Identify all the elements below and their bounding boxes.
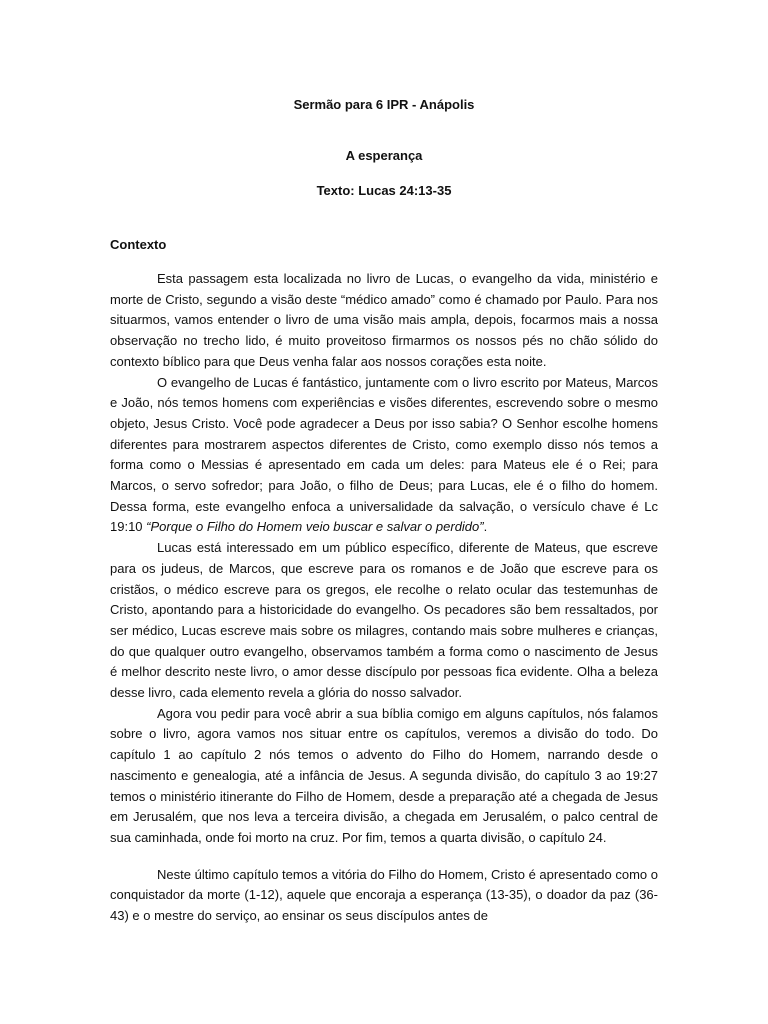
text-reference: Texto: Lucas 24:13-35 <box>316 183 452 198</box>
paragraph-4: Agora vou pedir para você abrir a sua bíblia comigo em alguns capítulos, nós falamos sobre o livro, agora vamos nos situar entre os capítulos, veremos a divisão do todo. Do capítulo 1 ao capítulo 2 nós temos o advento do Filho do Homem, narrando desde o nascimento e genealogia, até a infância de Jesus. A segunda divisão, do capítulo 3 ao 19:27 temos o ministério itinerante do Filho de Homem, desde a preparação até a chegada de Jesus em Jerusalém, que nos leva a terceira divisão, a chegada em Jerusalém, o palco central de sua caminhada, onde foi morto na cruz. Por fim, temos a quarta divisão, o capítulo 24. <box>110 705 658 845</box>
paragraph-2-text: O evangelho de Lucas é fantástico, juntamente com o livro escrito por Mateus, Marcos e João, nós temos homens com experiências e visões diferentes, escrevendo sobre o mesmo objeto, Jesus Cristo. Você pode agradecer a Deus por isso sabia? O Senhor escolhe homens diferentes para mostrarem aspectos diferentes de Cristo, como exemplo disso nós temos a forma como o Messias é apresentado em cada um deles: para Mateus ele é o Rei; para Marcos, o servo sofredor; para João, o filho de Deus; para Lucas, ele é o filho do homem. Dessa forma, este evangelho enfoca a universalidade da salvação, o versículo chave é Lc 19:10 <box>110 374 658 535</box>
section-heading: Contexto <box>110 237 167 252</box>
key-verse-quote: “Porque o Filho do Homem veio buscar e salvar o perdido” <box>146 519 484 535</box>
paragraph-3: Lucas está interessado em um público específico, diferente de Mateus, que escreve para os judeus, de Marcos, que escreve para os romanos e de João que escreve para os cristãos, o médico escreve para os gregos, ele recolhe o relato ocular das testemunhas de Cristo, apontando para a historicidade do evangelho. Os pecadores são bem ressaltados, por ser médico, Lucas escreve mais sobre os milagres, contando mais sobre mulheres e crianças, do que qualquer outro evangelho, observamos também a forma como o nascimento de Jesus é melhor descrito neste livro, o amor desse discípulo por pessoas fica evidente. Olha a beleza desse livro, cada elemento revela a glória do nosso salvador. <box>110 540 658 701</box>
document-title: Sermão para 6 IPR - Anápolis <box>293 97 475 112</box>
paragraph-2 <box>110 373 658 539</box>
paragraph-1: Esta passagem esta localizada no livro de Lucas, o evangelho da vida, ministério e morte de Cristo, segundo a visão deste “médico amado” como é chamado por Paulo. Para nos situarmos, vamos entender o livro de uma visão mais ampla, depois, focarmos mais a nossa observação no trecho lido, é muito proveitoso firmarmos os nossos pés no chão sólido do contexto bíblico para que Deus venha falar aos nossos corações esta noite. <box>110 271 658 369</box>
sermon-subtitle: A esperança <box>345 148 423 163</box>
paragraph-5: Neste último capítulo temos a vitória do Filho do Homem, Cristo é apresentado como o conquistador da morte (1-12), aquele que encoraja a esperança (13-35), o doador da paz (36-43) e o mestre do serviço, ao ensinar os seus discípulos antes de <box>110 866 658 924</box>
document-page <box>110 96 658 927</box>
paragraph-2-end: . <box>483 519 488 535</box>
